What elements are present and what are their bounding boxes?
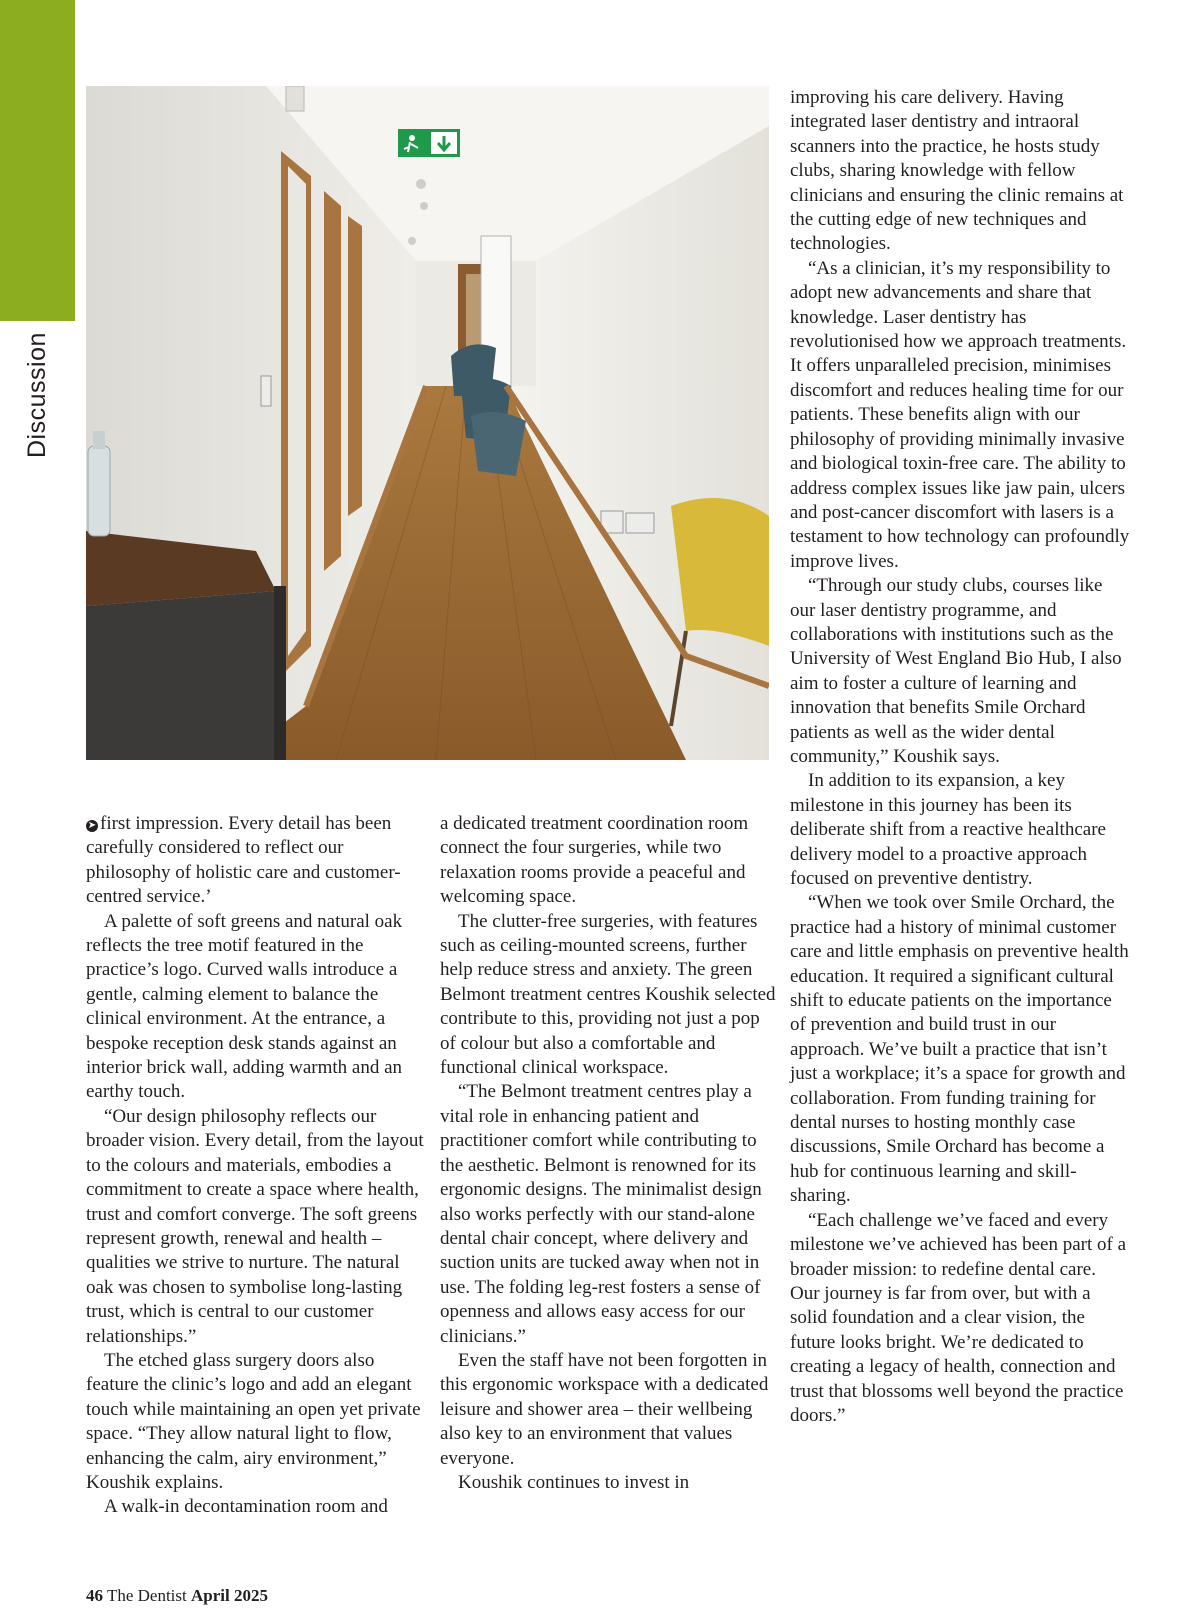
paragraph: Even the staff have not been forgotten in this ergonomic workspace with a dedicated leisure and shower area – their wellbeing also key to an environment that values everyone. bbox=[440, 1349, 769, 1469]
article-column-1 bbox=[86, 812, 431, 1520]
paragraph: “The Belmont treatment centres play a vital role in enhancing patient and practitioner comfort while contributing to the aesthetic. Belmont is renowned for its ergonomic designs. The minimalist design also works perfectly with our stand-alone dental chair concept, where delivery and suction units are tucked away when not in use. The folding leg-rest fosters a sense of openness and allows easy access for our clinicians.” bbox=[440, 1081, 762, 1347]
paragraph: “Our design philosophy reflects our broader vision. Every detail, from the layout to the colours and materials, embodies a commitment to create a space where health, trust and comfort converge. The soft greens represent growth, renewal and health – qualities we strive to nurture. The natural oak was chosen to symbolise long-lasting trust, which is central to our customer relationships.” bbox=[86, 1105, 424, 1347]
paragraph bbox=[86, 812, 431, 910]
paragraph: a dedicated treatment coordination room connect the four surgeries, while two relaxation rooms provide a peaceful and welcoming space. bbox=[440, 813, 749, 908]
paragraph: A walk-in decontamination room and bbox=[104, 1496, 388, 1518]
paragraph: A palette of soft greens and natural oak reflects the tree motif featured in the practice’s logo. Curved walls introduce a gentle, calming element to balance the clinical environment. At the entrance, a bespoke reception desk stands against an interior brick wall, adding warmth and an earthy touch. bbox=[86, 910, 403, 1103]
paragraph: The clutter-free surgeries, with features such as ceiling-mounted screens, further help reduce stress and anxiety. The green Belmont treatment centres Koushik selected contribute to this, providing not just a pop of colour but also a comfortable and functional clinical workspace. bbox=[440, 910, 776, 1079]
paragraph: “Each challenge we’ve faced and every milestone we’ve achieved has been part of a broader mission: to redefine dental care. Our journey is far from over, but with a solid foundation and a clear vision, the future looks bright. We’re dedicated to creating a legacy of health, connection and trust that blossoms well beyond the practice doors.” bbox=[790, 1209, 1127, 1426]
emergency-exit-sign-icon bbox=[398, 129, 460, 157]
page-footer bbox=[86, 1586, 268, 1606]
paragraph: The etched glass surgery doors also feature the clinic’s logo and add an elegant touch while maintaining an open yet private space. “They allow natural light to flow, enhancing the calm, airy environment,” Koushik explains. bbox=[86, 1349, 421, 1493]
publication-name: The Dentist bbox=[106, 1586, 187, 1605]
paragraph: improving his care delivery. Having integrated laser dentistry and intraoral scanners into the practice, he hosts study clubs, sharing knowledge with fellow clinicians and ensuring the clinic remains at the cutting edge of new techniques and technologies. bbox=[790, 87, 1124, 255]
paragraph-text: first impression. Every detail has been carefully considered to reflect our philosophy of holistic care and customer-centred service.’ bbox=[86, 813, 401, 908]
issue-date: April 2025 bbox=[191, 1586, 268, 1605]
paragraph: “When we took over Smile Orchard, the practice had a history of minimal customer care and little emphasis on preventive health education. It required a significant cultural shift to educate patients on the importance of prevention and build trust in our approach. We’ve built a practice that isn’t just a workplace; it’s a space for growth and collaboration. From funding training for dental nurses to hosting monthly case discussions, Smile Orchard has become a hub for continuous learning and skill-sharing. bbox=[790, 892, 1129, 1207]
article-column-2 bbox=[440, 812, 780, 1495]
section-label: Discussion bbox=[23, 332, 51, 458]
paragraph: In addition to its expansion, a key milestone in this journey has been its deliberate shift from a reactive healthcare delivery model to a proactive approach focused on preventive dentistry. bbox=[790, 770, 1106, 889]
article-column-3 bbox=[790, 86, 1130, 1428]
paragraph: “Through our study clubs, courses like our laser dentistry programme, and collaborations with institutions such as the University of West England Bio Hub, I also aim to foster a culture of learning and innovation that benefits Smile Orchard patients as well as the wider dental community,” Koushik says. bbox=[790, 575, 1122, 767]
page-number: 46 bbox=[86, 1586, 103, 1605]
paragraph: Koushik continues to invest in bbox=[458, 1471, 690, 1493]
hallway-photo bbox=[86, 86, 769, 760]
paragraph: “As a clinician, it’s my responsibility to adopt new advancements and share that knowledge. Laser dentistry has revolutionised how we approach treatments. It offers unparalleled precision, minimises discomfort and reduces healing time for our patients. These benefits align with our philosophy of providing minimally invasive and biological toxin-free care. The ability to address complex issues like jaw pain, ulcers and post-cancer discomfort with lasers is a testament to how technology can profoundly improve lives. bbox=[790, 257, 1130, 572]
continued-arrow-icon: ➤ bbox=[87, 820, 97, 831]
section-color-bar bbox=[0, 0, 75, 321]
